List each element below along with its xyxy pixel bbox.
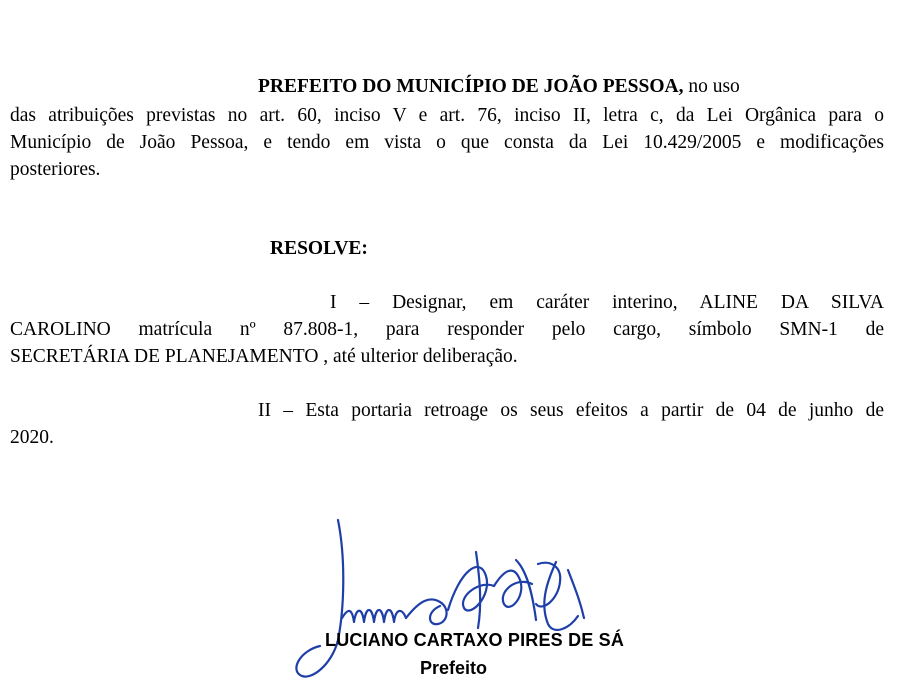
signature-block [280,500,700,690]
document-page [10,0,886,690]
article-2-line-2: 2020. [10,427,54,448]
article-1-line-2: CAROLINO matrícula nº 87.808-1, para responder pelo cargo, símbolo SMN-1 de [10,319,884,340]
signatory-role: Prefeito [420,658,488,678]
article-2-line-1: II – Esta portaria retroage os seus efeitos a partir de 04 de junho de [258,400,884,421]
preamble-line-1-rest: no uso [683,76,740,97]
signatory-name: LUCIANO CARTAXO PIRES DE SÁ [325,630,625,650]
article-1-line-1: I – Designar, em caráter interino, ALINE DA SILVA [330,292,884,313]
preamble-line-2: das atribuições previstas no art. 60, inciso V e art. 76, inciso II, letra c, da Lei Orgânica para o [10,105,884,126]
preamble-line-4: posteriores. [10,159,101,180]
resolve-heading: RESOLVE: [270,238,368,259]
article-1-line-3: SECRETÁRIA DE PLANEJAMENTO , até ulterior deliberação. [10,346,518,367]
preamble-line-3: Município de João Pessoa, e tendo em vista o que consta da Lei 10.429/2005 e modificações [10,132,884,153]
preamble-line-1 [258,72,740,101]
authority-title: PREFEITO DO MUNICÍPIO DE JOÃO PESSOA, [258,76,684,97]
